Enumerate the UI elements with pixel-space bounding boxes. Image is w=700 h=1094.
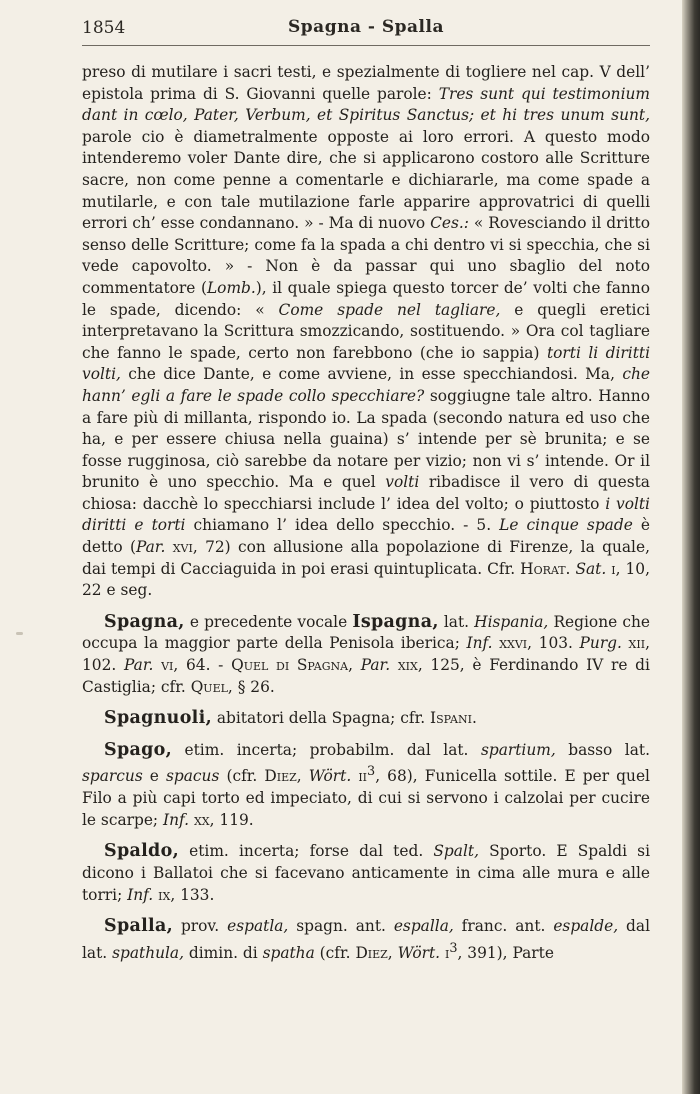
text-segment <box>390 656 398 674</box>
small-caps-text: xxvi <box>499 634 528 653</box>
italic-text: Sat. <box>575 559 607 578</box>
text-segment: spagn. ant. <box>288 917 394 936</box>
text-segment: Regione che occupa la maggior parte della Penisola iberica; <box>82 612 650 653</box>
text-segment: dimin. di <box>184 943 263 962</box>
text-segment: che dice Dante, e come avviene, in esse specchiandosi. Ma, <box>120 365 623 384</box>
text-segment: (cfr. <box>314 943 356 962</box>
small-caps-text: ix <box>158 885 171 904</box>
header-rule <box>82 45 650 46</box>
text-segment: abitatori della Spagna; cfr. <box>211 709 431 728</box>
text-segment: e <box>142 767 166 786</box>
text-segment: , 125, è Ferdinando IV re di Castiglia; cfr. <box>82 656 650 696</box>
small-caps-text: ii <box>358 767 368 786</box>
italic-text: Spalt, <box>433 842 479 861</box>
page-header <box>82 16 650 44</box>
text-segment: ), il quale spiega questo torcer de’ volti che fanno le spade, dicendo: « <box>82 278 650 319</box>
text-segment: , <box>296 767 309 786</box>
small-caps-text: vi <box>161 656 174 675</box>
italic-text: torti li diritti volti, <box>82 343 650 384</box>
text-segment: (cfr. <box>219 767 265 786</box>
text-segment: , 10, 22 e seg. <box>82 559 650 600</box>
text-segment: dal lat. <box>82 917 651 962</box>
small-caps-text: xx <box>193 810 210 829</box>
page-number: 1854 <box>82 18 126 38</box>
italic-text: espalla, <box>393 917 454 936</box>
italic-text: spacus <box>166 767 220 786</box>
italic-text: Ces.: <box>430 214 469 233</box>
superscript: 3 <box>367 764 376 780</box>
text-segment: prov. <box>173 917 228 936</box>
text-segment: etim. incerta; probabilm. dal lat. <box>172 740 481 759</box>
headword: Spalla, <box>104 916 174 937</box>
text-segment: , 133. <box>170 885 215 904</box>
italic-text: spatha <box>262 943 315 962</box>
text-segment: basso lat. <box>555 740 650 759</box>
text-segment: , 64. - <box>173 656 232 675</box>
text-segment: soggiugne tale altro. Hanno a fare più di millanta, rispondo io. La spada (secondo natura ed uso che ha, e per essere chiusa nella guaina) s’ intende per sè brunita; e se fosse rugginosa, ciò sarebbe da notare per vizio; non vi s’ intende. Or il brunito è uno specchio. Ma e quel <box>82 386 650 492</box>
entry-spagnuoli <box>82 708 650 730</box>
italic-text: Come spade nel tagliare, <box>278 300 501 319</box>
italic-text: Inf. <box>127 885 154 904</box>
italic-text: Le cinque spade <box>499 516 633 535</box>
small-caps-text: Diez <box>355 943 388 962</box>
headword: Spaldo, <box>104 841 179 862</box>
text-segment: , 102. <box>82 634 650 675</box>
italic-text: Wört. <box>397 943 441 962</box>
text-segment: , 391), Parte <box>457 943 554 962</box>
running-title: Spagna - Spalla <box>288 17 444 37</box>
text-segment: , 72) con allusione alla popolazione di Firenze, la quale, dai tempi di Cacciaguida in poi erasi quintuplicata. Cfr. <box>82 538 650 578</box>
text-segment: lat. <box>438 612 475 631</box>
text-segment: è detto ( <box>82 516 650 557</box>
headword: Spagnuoli, <box>104 708 212 729</box>
italic-text: spathula, <box>112 943 185 962</box>
text-segment: . <box>471 709 477 728</box>
small-caps-text: xvi <box>172 538 193 557</box>
italic-text: spartium, <box>480 740 556 759</box>
text-segment: etim. incerta; forse dal ted. <box>178 842 434 861</box>
text-segment: e precedente vocale <box>184 612 353 631</box>
headword: Ispagna, <box>352 611 439 632</box>
headword: Spago, <box>104 739 173 760</box>
italic-text: che hann’ egli a fare le spade collo specchiare? <box>82 365 650 405</box>
italic-text: Inf. <box>163 810 190 829</box>
italic-text: Par. <box>123 656 154 675</box>
text-segment <box>165 538 172 556</box>
italic-text: i volti diritti e torti <box>82 494 650 535</box>
small-caps-text: Diez <box>264 767 297 786</box>
entry-spagna <box>82 612 650 698</box>
superscript: 3 <box>449 940 458 956</box>
small-caps-text: Quel <box>190 677 228 696</box>
entry-spaldo <box>82 841 650 906</box>
text-segment: e quegli eretici interpretavano la Scrittura smozzicando, sostituendo. » Ora col tagliare che fanno le spade, certo non farebbono (che io sappia) <box>82 300 651 362</box>
text-segment: chiamano l’ idea dello specchio. - 5. <box>185 516 500 535</box>
text-segment <box>353 656 361 674</box>
italic-text: Par. <box>360 656 391 675</box>
italic-text: sparcus <box>82 767 143 786</box>
entry-spago <box>82 740 650 832</box>
small-caps-text: Horat. <box>520 559 571 578</box>
text-segment: , 103. <box>527 634 580 653</box>
text-segment: franc. ant. <box>453 917 554 936</box>
italic-text: espalde, <box>553 917 619 936</box>
text-segment: , § 26. <box>227 677 275 696</box>
text-segment: ribadisce il vero di questa chiosa: dacchè lo specchiarsi include l’ idea del volto; o piuttosto <box>82 473 650 513</box>
small-caps-text: xix <box>397 656 418 675</box>
text-segment: « Rovesciando il dritto senso delle Scritture; come fa la spada a chi dentro vi si specchia, che si vede capovolto. » - Non è da passar qui uno sbaglio del noto commentatore ( <box>82 214 650 297</box>
italic-text: Hispania, <box>474 612 549 631</box>
entry-spalla <box>82 916 650 964</box>
italic-text: espatla, <box>227 917 289 936</box>
text-segment: , 68), Funicella sottile. E per quel Filo a più capi torto ed impeciato, di cui si servono i calzolai per cucire le scarpe; <box>82 767 650 829</box>
small-caps-text: i <box>444 943 450 962</box>
text-segment: preso di mutilare i sacri testi, e spezialmente di togliere nel cap. V dell’ epistola prima di S. Giovanni quelle parole: <box>82 63 650 103</box>
italic-text: Purg. <box>579 634 622 653</box>
small-caps-text: i <box>611 559 616 578</box>
text-segment: , <box>387 943 398 962</box>
text-segment: parole cio è diametralmente opposte ai loro errori. A questo modo intenderemo voler Dante dire, che si applicarono costoro alle Scritture sacre, non come penne a comentarle e dichiararle, ma come spade a mutilarle, e con tale mutilazione farle apparire approvatrici di quelli errori ch’ esse condannano. » - Ma di nuovo <box>82 127 650 233</box>
continuation-paragraph <box>82 62 650 602</box>
small-caps-text: Quel di Spagna, <box>231 656 353 675</box>
text-segment <box>153 656 161 674</box>
margin-smudge <box>16 632 23 635</box>
headword: Spagna, <box>104 611 185 632</box>
italic-text: Wört. <box>308 767 352 786</box>
italic-text: Lomb. <box>206 278 256 297</box>
text-segment: , 119. <box>209 810 254 829</box>
text-segment: Sporto. E Spaldi si dicono i Ballatoi che si facevano anticamente in cima alle mura e alle torri; <box>82 842 651 904</box>
italic-text: Par. <box>135 538 166 557</box>
italic-text: Inf. <box>466 634 493 653</box>
small-caps-text: xii <box>628 634 646 653</box>
italic-text: Tres sunt qui testimonium dant in cœlo, Pater, Verbum, et Spiritus Sanctus; et hi tres unum sunt, <box>82 84 650 125</box>
page-edge-shadow <box>682 0 700 1094</box>
small-caps-text: Ispani <box>430 709 472 728</box>
body-text <box>82 62 650 964</box>
text-segment <box>622 634 629 652</box>
italic-text: volti <box>385 473 420 492</box>
